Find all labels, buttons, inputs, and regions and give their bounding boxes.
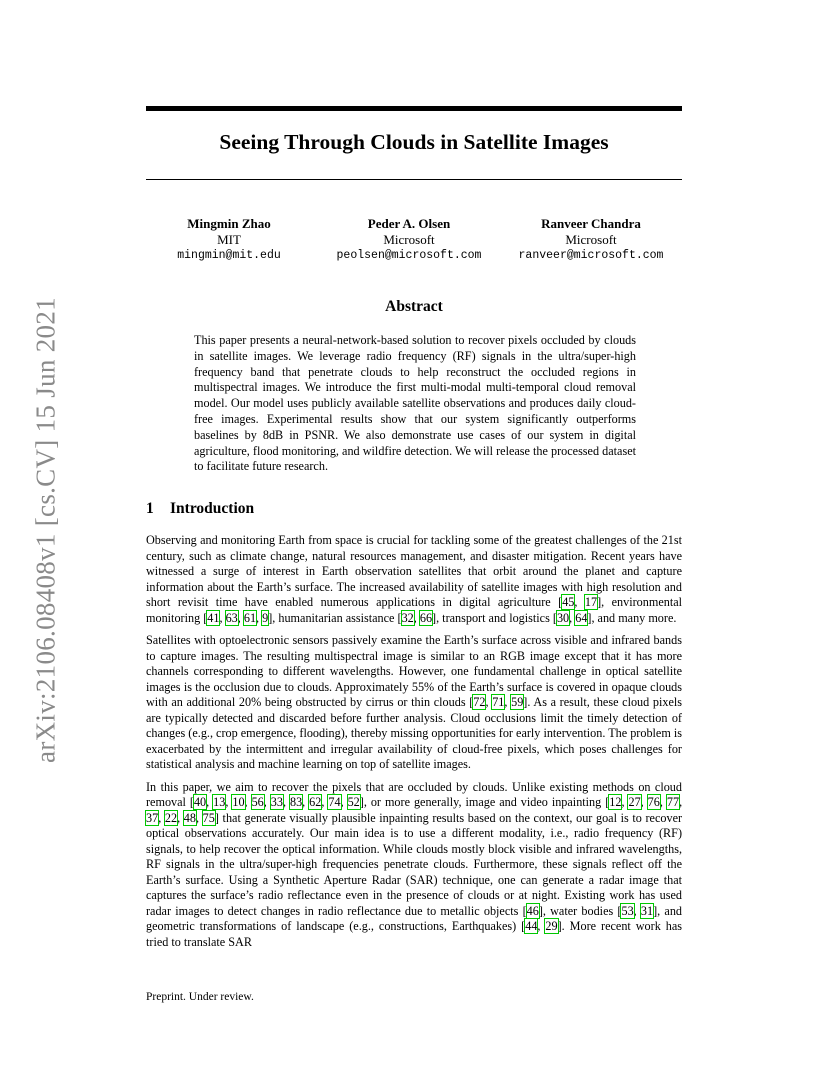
citation-link[interactable]: 27 <box>628 795 641 809</box>
citation-link[interactable]: 63 <box>225 610 238 625</box>
citation-link[interactable]: 52 <box>347 795 360 809</box>
body-text: , <box>504 695 512 709</box>
citation-link[interactable]: 71 <box>492 695 505 709</box>
body-paragraph <box>146 533 682 626</box>
section-title: Introduction <box>170 500 255 517</box>
body-text: , <box>302 795 310 809</box>
arxiv-id[interactable]: arXiv:2106.08408v1 [cs.CV] 15 Jun 2021 <box>30 297 61 763</box>
body-text: , <box>177 810 184 825</box>
body-text: , <box>237 610 244 625</box>
author-name: Peder A. Olsen <box>367 216 451 231</box>
introduction-body <box>146 533 682 957</box>
author-3 <box>491 216 691 264</box>
body-text: ], or more generally, image and video inpainting [ <box>359 795 610 809</box>
body-text: Observing and monitoring Earth from space is crucial for tackling some of the greatest challenges of the 21st century, such as climate change, natural resources management, and disaster mitigation. Recent years have witnessed a surge of interest in Earth observation satellites that orbit around the planet and capture information about the Earth’s surface. The increased availability of satellite images with high resolution and short revisit time have enabled numerous applications in digital agriculture [ <box>146 533 682 609</box>
citation-link[interactable]: 56 <box>251 795 264 809</box>
abstract-heading: Abstract <box>385 298 443 315</box>
author-2 <box>304 216 514 264</box>
body-text: ], water bodies [ <box>538 903 622 918</box>
title-bottom-rule <box>146 179 682 180</box>
body-text: , <box>413 610 420 625</box>
body-text: , <box>621 795 629 809</box>
author-affiliation: Microsoft <box>565 232 617 247</box>
body-text: Satellites with optoelectronic sensors passively examine the Earth’s surface across visible and infrared bands to capture images. The resulting multispectral image is similar to an RGB image except that it has more channels corresponding to different wavelengths. However, one fundamental challenge in optical satellite images is the occlusion due to clouds. Approximately 55% of the Earth’s surface is covered in opaque clouds with an additional 20% being obstructed by cirrus or thin clouds [ <box>146 633 682 709</box>
body-text: , <box>158 810 165 825</box>
citation-link[interactable]: 41 <box>207 610 220 625</box>
author-1 <box>146 216 312 264</box>
citation-link[interactable]: 30 <box>556 610 570 625</box>
body-text: , <box>219 610 226 625</box>
abstract-text: This paper presents a neural-network-based solution to recover pixels occluded by clouds in satellite images. We leverage radio frequency (RF) signals in the ultra/super-high frequency band that penetrate clouds to help reconstruct the occluded regions in multispectral images. We introduce the first multi-modal multi-temporal cloud removal model. Our model uses publicly available satellite observations and produces daily cloud-free images. Experimental results show that our system significantly outperforms baselines by 8dB in PSNR. We also demonstrate use cases of our system in digital agriculture, flood monitoring, and wildfire detection. We will release the processed dataset to facilitate future research. <box>194 333 636 474</box>
author-email[interactable]: ranveer@microsoft.com <box>518 249 664 262</box>
body-text: ], transport and logistics [ <box>432 610 557 625</box>
body-paragraph <box>146 633 682 773</box>
body-text: ]. As a result, these cloud pixels are typically detected and discarded before further analysis. Cloud occlusions limit the timely detection of changes (e.g., crop emergence, flooding), thereby missing opportunities for early intervention. The problem is exacerbated by the intermittent and irregular availability of cloud-free pixels, which poses challenges for statistical analysis and machine learning on top of satellite images. <box>146 695 683 771</box>
citation-link[interactable]: 77 <box>666 795 680 809</box>
author-affiliation: MIT <box>217 232 241 247</box>
citation-link[interactable]: 75 <box>202 810 215 825</box>
citation-link[interactable]: 83 <box>289 795 303 809</box>
citation-link[interactable]: 31 <box>640 903 654 918</box>
author-email[interactable]: mingmin@mit.edu <box>177 249 281 262</box>
author-affiliation: Microsoft <box>383 232 435 247</box>
section-heading <box>146 500 254 518</box>
body-text: ]. More recent work has tried to translate SAR <box>146 919 683 949</box>
body-text: , <box>340 795 348 809</box>
citation-link[interactable]: 13 <box>213 795 226 809</box>
citation-link[interactable]: 33 <box>270 795 283 809</box>
section-number: 1 <box>146 500 154 517</box>
body-paragraph <box>146 780 682 951</box>
author-name: Mingmin Zhao <box>187 216 271 231</box>
author-name: Ranveer Chandra <box>541 216 641 231</box>
citation-link[interactable]: 12 <box>609 795 622 809</box>
citation-link[interactable]: 17 <box>584 595 598 609</box>
body-text: , <box>206 795 214 809</box>
body-text: , <box>256 610 263 625</box>
citation-link[interactable]: 45 <box>562 595 575 609</box>
body-text: In this paper, we aim to recover the pixels that are occluded by clouds. Unlike existing methods on cloud removal [ <box>146 779 682 809</box>
citation-link[interactable]: 72 <box>473 695 486 709</box>
citation-link[interactable]: 66 <box>419 610 433 625</box>
body-text: ], humanitarian assistance [ <box>268 610 402 625</box>
body-text: , <box>321 795 329 809</box>
citation-link[interactable]: 10 <box>232 795 245 809</box>
body-text: , <box>282 795 290 809</box>
body-text: ] that generate visually plausible inpainting results based on the context, our goal is to recover optical observations accurately. Our main idea is to use a different modality, i.e., radio frequency (RF) signals, to help recover the optical information. While clouds mostly block visible and infrared wavelengths, RF signals in the ultra/super-high frequencies penetrate clouds. Furthermore, these signals reflect off the Earth’s surface. Using a Synthetic Aperture Radar (SAR) technique, one can generate a radar image that captures the surface’s radio reflectance even in the presence of clouds or at night. Existing work has used radar images to detect changes in radio reflectance due to metallic objects [ <box>146 810 683 918</box>
citation-link[interactable]: 48 <box>183 810 196 825</box>
body-text: , <box>569 610 576 625</box>
citation-link[interactable]: 64 <box>575 610 588 625</box>
body-text: ], environmental monitoring [ <box>146 595 682 625</box>
paper-title: Seeing Through Clouds in Satellite Images <box>219 130 609 154</box>
citation-link[interactable]: 74 <box>328 795 341 809</box>
body-text: , <box>574 595 585 609</box>
body-text: , <box>225 795 233 809</box>
citation-link[interactable]: 40 <box>193 795 207 809</box>
citation-link[interactable]: 29 <box>545 919 558 933</box>
body-text: ], and many more. <box>587 610 677 625</box>
body-text: , <box>244 795 252 809</box>
citation-link[interactable]: 37 <box>146 810 159 825</box>
author-email[interactable]: peolsen@microsoft.com <box>336 249 482 262</box>
title-top-rule <box>146 106 682 111</box>
citation-link[interactable]: 44 <box>525 919 538 933</box>
citation-link[interactable]: 32 <box>401 610 414 625</box>
body-text: , <box>679 795 683 809</box>
footer-note: Preprint. Under review. <box>146 991 254 1003</box>
body-text: , <box>263 795 271 809</box>
body-text: , <box>640 795 648 809</box>
citation-link[interactable]: 53 <box>621 903 634 918</box>
citation-link[interactable]: 46 <box>526 903 539 918</box>
body-text: , <box>659 795 667 809</box>
citation-link[interactable]: 61 <box>243 610 257 625</box>
citation-link[interactable]: 59 <box>511 695 524 709</box>
body-text: , <box>485 695 493 709</box>
citation-link[interactable]: 22 <box>164 810 178 825</box>
citation-link[interactable]: 9 <box>262 610 269 625</box>
citation-link[interactable]: 62 <box>309 795 322 809</box>
body-text: ], and geometric transformations of landscape (e.g., constructions, Earthquakes) [ <box>146 903 683 933</box>
body-text: , <box>633 903 641 918</box>
body-text: , <box>537 919 546 933</box>
body-text: , <box>195 810 203 825</box>
citation-link[interactable]: 76 <box>647 795 660 809</box>
